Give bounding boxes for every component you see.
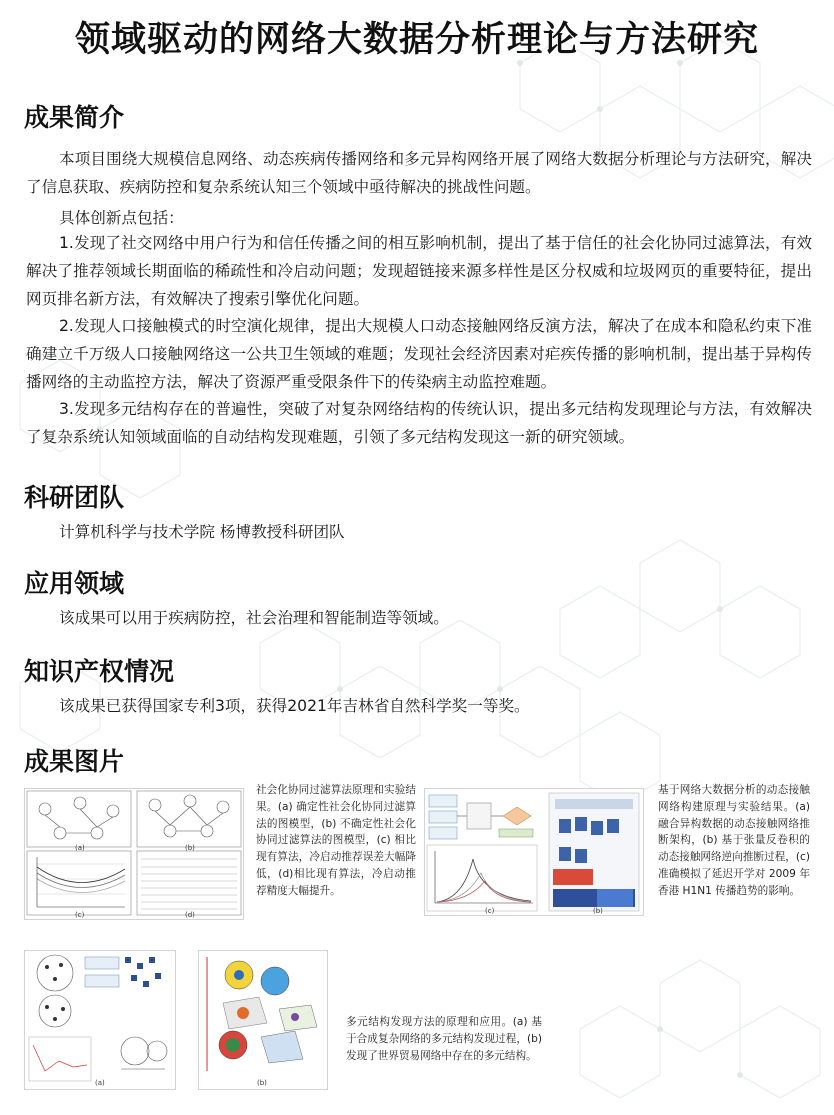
figure-contact-network bbox=[424, 788, 644, 916]
fig3-label-a: (a) bbox=[95, 1079, 105, 1087]
section-heading-team: 科研团队 bbox=[24, 483, 125, 512]
fig1-label-a: (a) bbox=[75, 844, 85, 852]
fig3-label-b: (b) bbox=[257, 1079, 267, 1087]
section-heading-intro: 成果简介 bbox=[24, 103, 125, 132]
figure-multistructure-a bbox=[24, 950, 176, 1090]
section-heading-application: 应用领域 bbox=[24, 569, 125, 598]
fig1-label-d: (d) bbox=[185, 911, 195, 919]
items-intro-text: 具体创新点包括： bbox=[59, 209, 184, 227]
section-heading-pictures: 成果图片 bbox=[24, 747, 125, 776]
innovation-item-3: 3.发现多元结构存在的普遍性，突破了对复杂网络结构的传统认识，提出多元结构发现理论与方法，有效解决了复杂系统认知领域面临的自动结构发现难题，引领了多元结构发现这一新的研究领域。 bbox=[26, 400, 812, 446]
page-title: 领域驱动的网络大数据分析理论与方法研究 bbox=[74, 20, 759, 60]
figure-caption-1: 社会化协同过滤算法原理和实验结果。(a) 确定性社会化协同过滤算法的图模型，(b) 不确定性社会化协同过滤算法的图模型，(c) 相比现有算法，冷启动推荐误差大幅降低，(d)相比现有算法，冷启动推荐精度大幅提升。 bbox=[256, 784, 416, 897]
figure-caption-2: 基于网络大数据分析的动态接触网络构建原理与实验结果。(a) 融合异构数据的动态接触网络推断架构，(b) 基于张量反卷积的动态接触网络逆向推断过程，(c) 准确模拟了延迟开学对 2009 年香港 H1N1 传播趋势的影响。 bbox=[658, 784, 810, 897]
fig2-label-c: (c) bbox=[485, 907, 495, 915]
application-text: 该成果可以用于疾病防控，社会治理和智能制造等领域。 bbox=[59, 609, 449, 627]
fig2-label-b: (b) bbox=[593, 907, 603, 915]
section-heading-ip: 知识产权情况 bbox=[24, 657, 175, 686]
intro-paragraph: 本项目围绕大规模信息网络、动态疾病传播网络和多元异构网络开展了网络大数据分析理论与方法研究，解决了信息获取、疾病防控和复杂系统认知三个领域中亟待解决的挑战性问题。 bbox=[26, 150, 812, 196]
figure-collaborative-filtering bbox=[24, 788, 244, 920]
ip-text: 该成果已获得国家专利3项，获得2021年吉林省自然科学奖一等奖。 bbox=[59, 697, 530, 715]
figure-multistructure-b bbox=[198, 950, 328, 1090]
figure-caption-3: 多元结构发现方法的原理和应用。(a) 基于合成复杂网络的多元结构发现过程，(b)发现了世界贸易网络中存在的多元结构。 bbox=[346, 1016, 542, 1062]
fig1-label-c: (c) bbox=[75, 911, 85, 919]
innovation-item-1: 1.发现了社交网络中用户行为和信任传播之间的相互影响机制，提出了基于信任的社会化协同过滤算法，有效解决了推荐领域长期面临的稀疏性和冷启动问题；发现超链接来源多样性是区分权威和垃圾网页的重要特征，提出网页排名新方法，有效解决了搜索引擎优化问题。 bbox=[26, 234, 812, 308]
fig1-label-b: (b) bbox=[185, 844, 195, 852]
innovation-item-2: 2.发现人口接触模式的时空演化规律，提出大规模人口动态接触网络反演方法，解决了在成本和隐私约束下准确建立千万级人口接触网络这一公共卫生领域的难题；发现社会经济因素对疟疾传播的影响机制，提出基于异构传播网络的主动监控方法，解决了资源严重受限条件下的传染病主动监控难题。 bbox=[26, 317, 812, 391]
team-text: 计算机科学与技术学院 杨博教授科研团队 bbox=[59, 523, 345, 541]
